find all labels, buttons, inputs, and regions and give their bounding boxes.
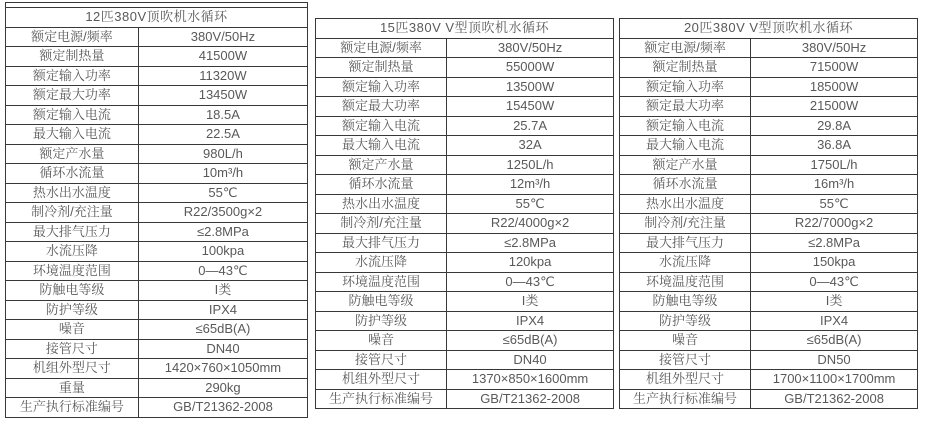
spec-value: 13500W bbox=[447, 77, 614, 97]
spec-label: 额定输入功率 bbox=[620, 77, 751, 97]
spec-row bbox=[6, 203, 308, 223]
spec-row bbox=[316, 214, 614, 234]
spec-value: 0—43℃ bbox=[138, 261, 307, 281]
spec-value: 29.8A bbox=[751, 116, 918, 136]
spec-label: 机组外型尺寸 bbox=[620, 370, 751, 390]
spec-label: 制冷剂/充注量 bbox=[6, 203, 139, 223]
spec-value: 36.8A bbox=[751, 136, 918, 156]
spec-label: 噪音 bbox=[6, 320, 139, 340]
spec-row bbox=[6, 281, 308, 301]
spec-value: I类 bbox=[751, 292, 918, 312]
spec-row bbox=[620, 194, 918, 214]
table-title-row bbox=[6, 8, 308, 28]
spec-label: 热水出水温度 bbox=[6, 183, 139, 203]
spec-label: 额定输入功率 bbox=[316, 77, 447, 97]
spec-value: IPX4 bbox=[138, 300, 307, 320]
spec-value: 55℃ bbox=[447, 194, 614, 214]
spec-value: 55000W bbox=[447, 58, 614, 78]
spec-row bbox=[316, 389, 614, 409]
spec-row bbox=[316, 370, 614, 390]
spec-label: 额定制热量 bbox=[620, 58, 751, 78]
spec-label: 最大输入电流 bbox=[316, 136, 447, 156]
spec-label: 防触电等级 bbox=[6, 281, 139, 301]
spec-row bbox=[316, 155, 614, 175]
spec-value: DN40 bbox=[447, 350, 614, 370]
spec-value: ≤2.8MPa bbox=[751, 233, 918, 253]
spec-value: 980L/h bbox=[138, 144, 307, 164]
spec-row bbox=[620, 370, 918, 390]
spec-value: GB/T21362-2008 bbox=[138, 398, 307, 418]
spec-row bbox=[620, 214, 918, 234]
spec-row bbox=[6, 144, 308, 164]
spec-label: 额定输入电流 bbox=[6, 105, 139, 125]
spec-value: IPX4 bbox=[447, 311, 614, 331]
spec-label: 额定输入功率 bbox=[6, 66, 139, 86]
spec-value: 1700×1100×1700mm bbox=[751, 370, 918, 390]
spec-label: 环境温度范围 bbox=[316, 272, 447, 292]
spec-label: 额定最大功率 bbox=[620, 97, 751, 117]
spec-row bbox=[316, 233, 614, 253]
spec-row bbox=[6, 300, 308, 320]
spec-value: I类 bbox=[138, 281, 307, 301]
spec-row bbox=[6, 47, 308, 67]
spec-label: 额定最大功率 bbox=[6, 86, 139, 106]
spec-row bbox=[620, 311, 918, 331]
spec-value: 0—43℃ bbox=[751, 272, 918, 292]
spec-label: 生产执行标准编号 bbox=[316, 389, 447, 409]
spec-row bbox=[316, 331, 614, 351]
spec-value: 150kpa bbox=[751, 253, 918, 273]
spec-label: 额定电源/频率 bbox=[6, 27, 139, 47]
spec-row bbox=[316, 38, 614, 58]
spec-row bbox=[6, 378, 308, 398]
spec-label: 环境温度范围 bbox=[6, 261, 139, 281]
spec-value: IPX4 bbox=[751, 311, 918, 331]
spec-value: 380V/50Hz bbox=[138, 27, 307, 47]
spec-value: 71500W bbox=[751, 58, 918, 78]
spec-label: 额定电源/频率 bbox=[316, 38, 447, 58]
spec-table-12hp-380v bbox=[5, 2, 308, 418]
spec-label: 循环水流量 bbox=[6, 164, 139, 184]
spec-value: 120kpa bbox=[447, 253, 614, 273]
spec-value: DN50 bbox=[751, 350, 918, 370]
spec-row bbox=[620, 77, 918, 97]
spec-row bbox=[6, 86, 308, 106]
spec-label: 热水出水温度 bbox=[620, 194, 751, 214]
spec-value: 0—43℃ bbox=[447, 272, 614, 292]
spec-value: 100kpa bbox=[138, 242, 307, 262]
spec-row bbox=[316, 272, 614, 292]
spec-row bbox=[6, 222, 308, 242]
spec-value: 18.5A bbox=[138, 105, 307, 125]
spec-label: 制冷剂/充注量 bbox=[620, 214, 751, 234]
spec-label: 生产执行标准编号 bbox=[6, 398, 139, 418]
spec-label: 环境温度范围 bbox=[620, 272, 751, 292]
spec-value: 1420×760×1050mm bbox=[138, 359, 307, 379]
spec-value: 11320W bbox=[138, 66, 307, 86]
spec-value: 55℃ bbox=[138, 183, 307, 203]
spec-label: 重量 bbox=[6, 378, 139, 398]
spec-row bbox=[6, 27, 308, 47]
spec-value: 13450W bbox=[138, 86, 307, 106]
spec-row bbox=[6, 125, 308, 145]
spec-table-15hp-380v-vtype bbox=[315, 18, 614, 409]
spec-row bbox=[620, 253, 918, 273]
spec-value: R22/4000g×2 bbox=[447, 214, 614, 234]
spec-label: 额定产水量 bbox=[6, 144, 139, 164]
spec-label: 额定输入电流 bbox=[620, 116, 751, 136]
spec-row bbox=[620, 38, 918, 58]
spec-row bbox=[316, 350, 614, 370]
spec-row bbox=[620, 116, 918, 136]
spec-row bbox=[316, 311, 614, 331]
spec-row bbox=[620, 331, 918, 351]
spec-value: 55℃ bbox=[751, 194, 918, 214]
spec-row bbox=[620, 175, 918, 195]
spec-row bbox=[6, 66, 308, 86]
spec-label: 机组外型尺寸 bbox=[316, 370, 447, 390]
spec-label: 机组外型尺寸 bbox=[6, 359, 139, 379]
spec-row bbox=[316, 136, 614, 156]
spec-value: 41500W bbox=[138, 47, 307, 67]
spec-label: 额定输入电流 bbox=[316, 116, 447, 136]
spec-value: 290kg bbox=[138, 378, 307, 398]
spec-label: 额定产水量 bbox=[620, 155, 751, 175]
spec-label: 生产执行标准编号 bbox=[620, 389, 751, 409]
spec-value: R22/7000g×2 bbox=[751, 214, 918, 234]
spec-label: 额定制热量 bbox=[316, 58, 447, 78]
spec-row bbox=[620, 350, 918, 370]
spec-label: 防触电等级 bbox=[620, 292, 751, 312]
spec-label: 最大排气压力 bbox=[316, 233, 447, 253]
spec-value: R22/3500g×2 bbox=[138, 203, 307, 223]
spec-label: 制冷剂/充注量 bbox=[316, 214, 447, 234]
table-title-row bbox=[620, 19, 918, 39]
spec-value: 380V/50Hz bbox=[447, 38, 614, 58]
spec-value: 18500W bbox=[751, 77, 918, 97]
spec-label: 噪音 bbox=[620, 331, 751, 351]
spec-value: ≤2.8MPa bbox=[447, 233, 614, 253]
spec-label: 接管尺寸 bbox=[316, 350, 447, 370]
spec-value: GB/T21362-2008 bbox=[751, 389, 918, 409]
spec-label: 防护等级 bbox=[6, 300, 139, 320]
table-title: 20匹380V V型顶吹机水循环 bbox=[620, 19, 918, 39]
spec-table-20hp-380v-vtype bbox=[619, 18, 918, 409]
spec-row bbox=[620, 389, 918, 409]
spec-row bbox=[620, 292, 918, 312]
spec-label: 防触电等级 bbox=[316, 292, 447, 312]
table-title: 12匹380V顶吹机水循环 bbox=[6, 8, 308, 28]
spec-label: 最大输入电流 bbox=[6, 125, 139, 145]
spec-row bbox=[316, 194, 614, 214]
spec-row bbox=[620, 97, 918, 117]
spec-label: 噪音 bbox=[316, 331, 447, 351]
spec-row bbox=[316, 175, 614, 195]
spec-value: 22.5A bbox=[138, 125, 307, 145]
spec-value: DN40 bbox=[138, 339, 307, 359]
spec-row bbox=[316, 58, 614, 78]
spec-label: 最大排气压力 bbox=[620, 233, 751, 253]
spec-label: 最大排气压力 bbox=[6, 222, 139, 242]
spec-label: 水流压降 bbox=[316, 253, 447, 273]
table-title-row bbox=[316, 19, 614, 39]
spec-row bbox=[316, 292, 614, 312]
spec-row bbox=[316, 116, 614, 136]
spec-row bbox=[620, 136, 918, 156]
spec-value: ≤2.8MPa bbox=[138, 222, 307, 242]
spec-row bbox=[6, 242, 308, 262]
spec-row bbox=[620, 58, 918, 78]
spec-value: 32A bbox=[447, 136, 614, 156]
spec-value: 1250L/h bbox=[447, 155, 614, 175]
spec-row bbox=[6, 105, 308, 125]
spec-value: ≤65dB(A) bbox=[751, 331, 918, 351]
spec-row bbox=[620, 272, 918, 292]
spec-label: 防护等级 bbox=[620, 311, 751, 331]
spec-label: 水流压降 bbox=[620, 253, 751, 273]
spec-value: ≤65dB(A) bbox=[138, 320, 307, 340]
spec-label: 额定电源/频率 bbox=[620, 38, 751, 58]
spec-value: I类 bbox=[447, 292, 614, 312]
spec-label: 防护等级 bbox=[316, 311, 447, 331]
spec-value: 12m³/h bbox=[447, 175, 614, 195]
spec-value: 10m³/h bbox=[138, 164, 307, 184]
spec-label: 水流压降 bbox=[6, 242, 139, 262]
spec-label: 最大输入电流 bbox=[620, 136, 751, 156]
spec-value: 16m³/h bbox=[751, 175, 918, 195]
spec-row bbox=[316, 253, 614, 273]
spec-row bbox=[316, 97, 614, 117]
spec-value: 15450W bbox=[447, 97, 614, 117]
spec-label: 额定最大功率 bbox=[316, 97, 447, 117]
spec-label: 循环水流量 bbox=[620, 175, 751, 195]
spec-row bbox=[6, 359, 308, 379]
spec-row bbox=[6, 320, 308, 340]
spec-row bbox=[6, 398, 308, 418]
spec-value: 1370×850×1600mm bbox=[447, 370, 614, 390]
spec-row bbox=[6, 183, 308, 203]
spec-value: 1750L/h bbox=[751, 155, 918, 175]
spec-row bbox=[620, 155, 918, 175]
spec-value: GB/T21362-2008 bbox=[447, 389, 614, 409]
spec-label: 接管尺寸 bbox=[620, 350, 751, 370]
spec-label: 额定制热量 bbox=[6, 47, 139, 67]
spec-value: 21500W bbox=[751, 97, 918, 117]
spec-label: 热水出水温度 bbox=[316, 194, 447, 214]
spec-row bbox=[6, 164, 308, 184]
spec-label: 接管尺寸 bbox=[6, 339, 139, 359]
spec-label: 循环水流量 bbox=[316, 175, 447, 195]
spec-value: ≤65dB(A) bbox=[447, 331, 614, 351]
spec-row bbox=[620, 233, 918, 253]
spec-value: 380V/50Hz bbox=[751, 38, 918, 58]
spec-value: 25.7A bbox=[447, 116, 614, 136]
spec-row bbox=[6, 261, 308, 281]
spec-label: 额定产水量 bbox=[316, 155, 447, 175]
table-title: 15匹380V V型顶吹机水循环 bbox=[316, 19, 614, 39]
spec-row bbox=[6, 339, 308, 359]
spec-row bbox=[316, 77, 614, 97]
